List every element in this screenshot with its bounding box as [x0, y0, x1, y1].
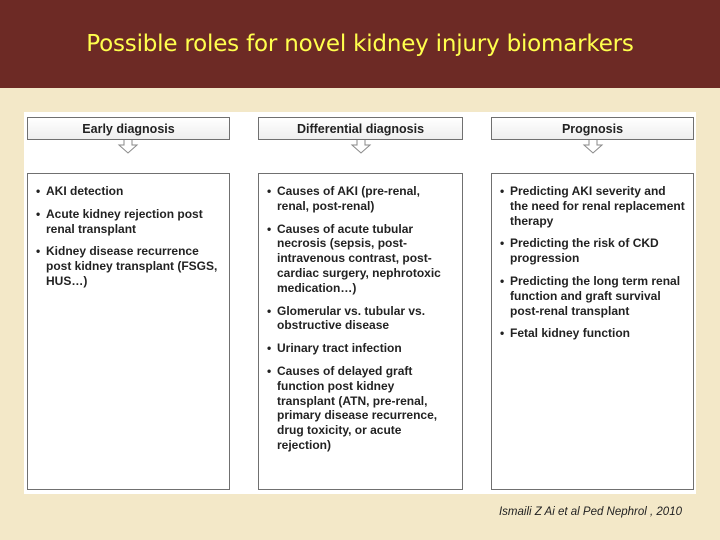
citation: Ismaili Z Ai et al Ped Nephrol , 2010: [498, 506, 682, 518]
header-prognosis: [491, 117, 694, 140]
list-item: • Kidney disease recurrence post kidney transplant (FSGS, HUS…): [36, 244, 221, 288]
list-item: • Causes of delayed graft function post kidney transplant (ATN, pre-renal, primary disease recurrence, drug toxicity, or acute rejection): [267, 364, 454, 453]
list-item: • Predicting the risk of CKD progression: [500, 236, 685, 266]
list-item: • AKI detection: [36, 184, 221, 199]
list-item: • Glomerular vs. tubular vs. obstructive disease: [267, 304, 454, 334]
chevron-down-icon: [582, 140, 604, 154]
chevron-down-icon: [350, 140, 372, 154]
column-early-diagnosis: [27, 173, 230, 490]
list-item: • Predicting AKI severity and the need for renal replacement therapy: [500, 184, 685, 228]
title-bar: [0, 0, 720, 88]
header-label: Prognosis: [561, 121, 624, 136]
column-differential-diagnosis: [258, 173, 463, 490]
list-item: • Fetal kidney function: [500, 326, 685, 341]
list-item: • Urinary tract infection: [267, 341, 454, 356]
header-label: Differential diagnosis: [296, 121, 425, 136]
chevron-down-icon: [117, 140, 139, 154]
list-item: • Causes of acute tubular necrosis (sepsis, post-intravenous contrast, post-cardiac surgery, nephrotoxic medication…): [267, 222, 454, 296]
header-early-diagnosis: [27, 117, 230, 140]
list-item: • Predicting the long term renal function and graft survival post-renal transplant: [500, 274, 685, 318]
header-label: Early diagnosis: [82, 121, 175, 136]
column-prognosis: [491, 173, 694, 490]
slide-title: Possible roles for novel kidney injury biomarkers: [86, 31, 634, 57]
list-item: • Acute kidney rejection post renal transplant: [36, 207, 221, 237]
header-differential-diagnosis: [258, 117, 463, 140]
list-item: • Causes of AKI (pre-renal, renal, post-renal): [267, 184, 454, 214]
